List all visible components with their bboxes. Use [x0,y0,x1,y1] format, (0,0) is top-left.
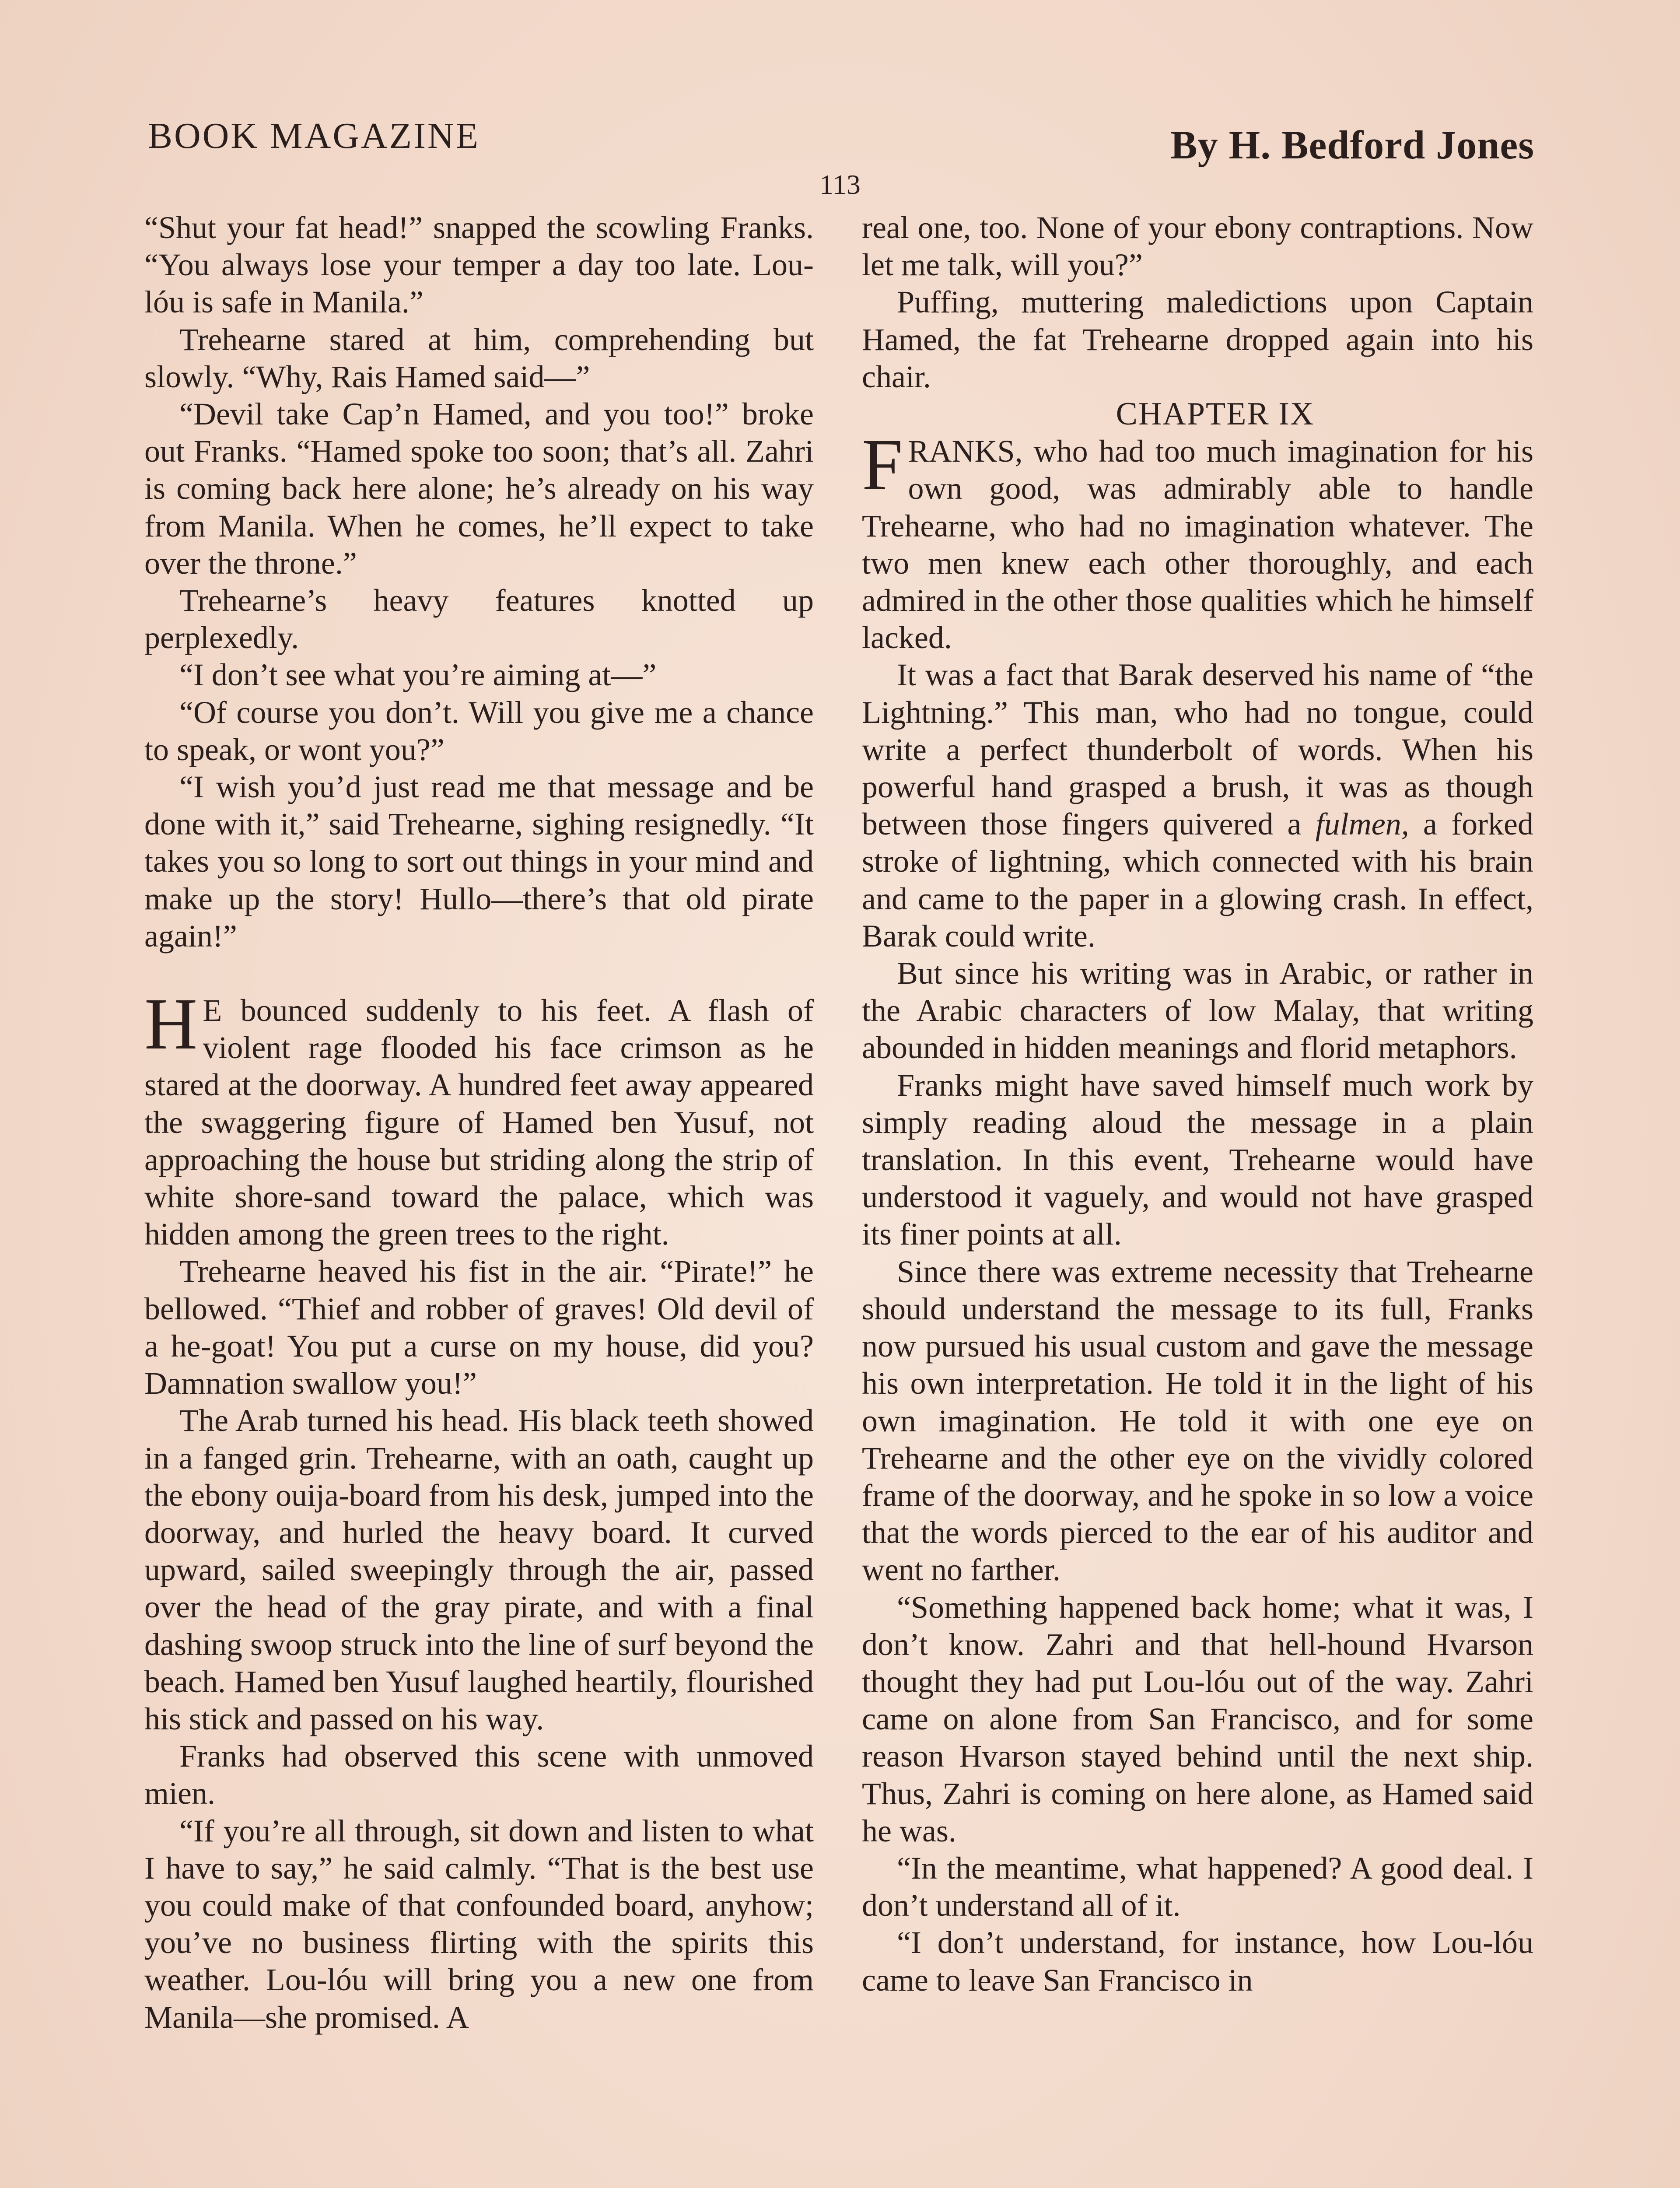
italic-word: fulmen, [1315,806,1409,842]
paragraph: Franks might have saved himself much work by simply reading aloud the message in a plain translation. In this event, Trehearne would have understood it vaguely, and would not have grasped its finer points at all. [862,1067,1533,1252]
magazine-title: BOOK MAGAZINE [148,116,480,156]
paragraph: “I don’t see what you’re aiming at—” [179,657,657,693]
page-number: 113 [819,169,861,200]
paragraph: “Devil take Cap’n Hamed, and you too!” broke out Franks. “Hamed spoke too soon; that’s all. Zahri is coming back here alone; he’s already on his way from Manila. When he comes, he’ll expect to take over the throne.” [144,396,814,581]
drop-cap: H [144,983,198,1065]
paragraph-text: a forked stroke of lightning, which connected with his brain and came to the paper in a glowing crash. In effect, Barak could write. [862,806,1534,954]
paragraph: “In the meantime, what happened? A good deal. I don’t understand all of it. [862,1850,1533,1923]
drop-cap: F [862,424,903,506]
paragraph-text: RANKS, who had too much imagination for his own good, was admirably able to handle Trehearne, who had no imagination whatever. The two men knew each other thoroughly, and each admired in the other those qualities which he himself lacked. [862,434,1533,656]
paragraph [862,656,1533,955]
paragraph: “If you’re all through, sit down and listen to what I have to say,” he said calmly. “That is the best use you could make of that confounded board, anyhow; you’ve no business flirting with the spirits this weather. Lou-lóu will bring you a new one from Manila—she promised. A [144,1813,814,2035]
left-column [144,209,814,2036]
chapter-heading: CHAPTER IX [1116,396,1315,432]
paragraph: Franks had observed this scene with unmoved mien. [144,1739,814,1811]
dropcap-paragraph [862,424,1533,656]
right-column [862,209,1533,1999]
paragraph-text: It was a fact that Barak deserved his name of “the Lightning.” This man, who had no tongue, could write a perfect thunderbolt of words. When his powerful hand grasped a brush, it was as though between those fingers quivered a [862,657,1533,842]
paragraph: Puffing, muttering maledictions upon Captain Hamed, the fat Trehearne dropped again into his chair. [862,284,1533,394]
paragraph: “Of course you don’t. Will you give me a chance to speak, or wont you?” [144,694,814,767]
paragraph: “Shut your fat head!” snapped the scowling Franks. “You always lose your temper a day too late. Lou-lóu is safe in Manila.” [144,210,814,320]
paragraph: Trehearne stared at him, comprehending but slowly. “Why, Rais Hamed said—” [144,322,814,394]
paragraph: Trehearne heaved his fist in the air. “Pirate!” he bellowed. “Thief and robber of graves! Old devil of a he-goat! You put a curse on my house, did you? Damnation swallow you!” [144,1254,814,1401]
paragraph: real one, too. None of your ebony contraptions. Now let me talk, will you?” [862,210,1533,283]
paragraph: Since there was extreme necessity that Trehearne should understand the message to its full, Franks now pursued his usual custom and gave the message his own interpretation. He told it in the light of his own imagination. He told it with one eye on Trehearne and the other eye on the vividly colored frame of the doorway, and he spoke in so low a voice that the words pierced to the ear of his auditor and went no farther. [862,1254,1533,1588]
author-byline: By H. Bedford Jones [1170,123,1534,167]
paragraph: “I wish you’d just read me that message and be done with it,” said Trehearne, sighing resignedly. “It takes you so long to sort out things in your mind and make up the story! Hullo—there’s that old pirate again!” [144,769,814,954]
paragraph: But since his writing was in Arabic, or rather in the Arabic characters of low Malay, that writing abounded in hidden meanings and florid metaphors. [862,956,1533,1066]
paragraph-text: E bounced suddenly to his feet. A flash of violent rage flooded his face crimson as he stared at the doorway. A hundred feet away appeared the swaggering figure of Hamed ben Yusuf, not approaching the house but striding along the strip of white shore-sand toward the palace, which was hidden among the green trees to the right. [144,993,814,1252]
paragraph: “Something happened back home; what it was, I don’t know. Zahri and that hell-hound Hvarson thought they had put Lou-lóu out of the way. Zahri came on alone from San Francisco, and for some reason Hvarson stayed behind until the next ship. Thus, Zahri is coming on here alone, as Hamed said he was. [862,1589,1533,1848]
paragraph: Trehearne’s heavy features knotted up perplexedly. [144,583,814,656]
paragraph: The Arab turned his head. His black teeth showed in a fanged grin. Trehearne, with an oath, caught up the ebony ouija-board from his desk, jumped into the doorway, and hurled the heavy board. It curved upward, sailed sweepingly through the air, passed over the head of the gray pirate, and with a final dashing swoop struck into the line of surf beyond the beach. Hamed ben Yusuf laughed heartily, flourished his stick and passed on his way. [144,1403,814,1736]
paragraph: “I don’t understand, for instance, how Lou-lóu came to leave San Francisco in [862,1925,1533,1998]
dropcap-paragraph [144,983,814,1253]
